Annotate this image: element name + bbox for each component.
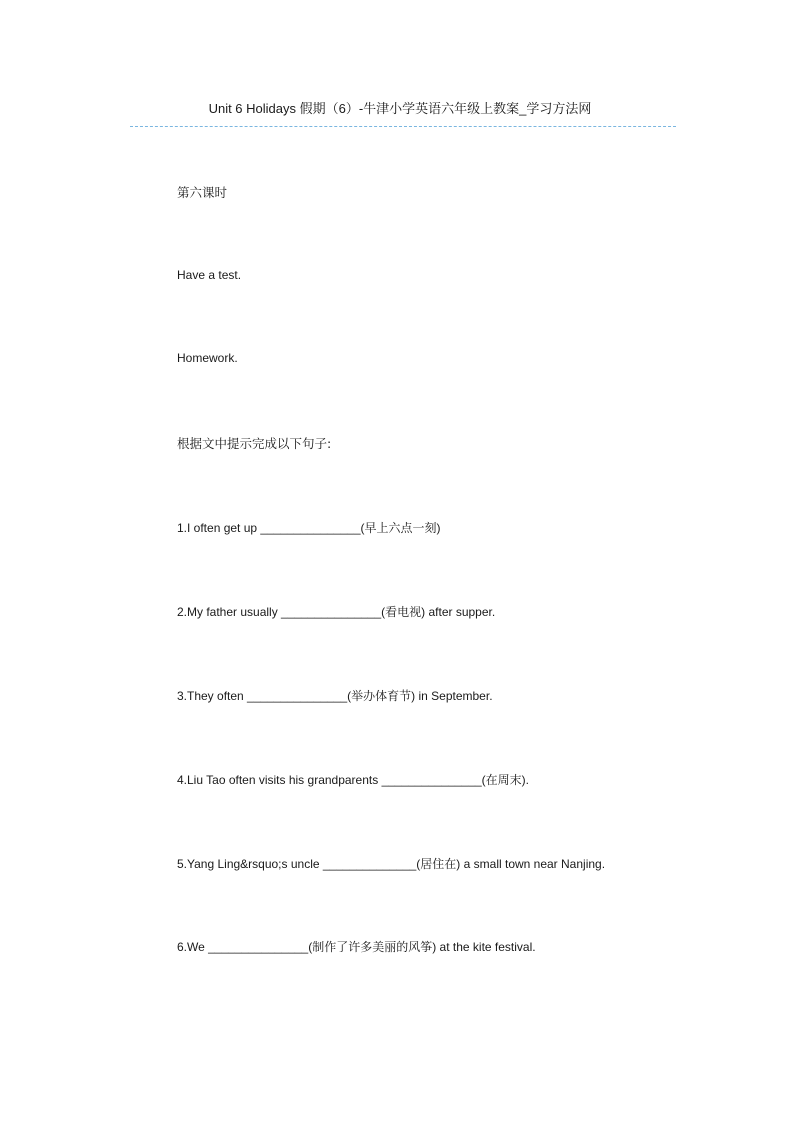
header-divider — [130, 126, 676, 127]
homework-heading: Homework. — [177, 351, 238, 365]
exercise-question: 5.Yang Ling&rsquo;s uncle ______________(居住在) a small town near Nanjing. — [177, 857, 606, 871]
activity-text: Have a test. — [177, 268, 242, 282]
lesson-heading: 第六课时 — [177, 185, 228, 200]
exercise-question: 6.We _______________(制作了许多美丽的风筝) at the kite festival. — [177, 940, 536, 954]
exercise-question: 3.They often _______________(举办体育节) in September. — [177, 689, 493, 703]
exercise-instruction: 根据文中提示完成以下句子: — [177, 436, 332, 451]
page-title: Unit 6 Holidays 假期（6）-牛津小学英语六年级上教案_学习方法网 — [208, 101, 592, 116]
exercise-question: 4.Liu Tao often visits his grandparents _______________(在周末). — [177, 773, 530, 787]
exercise-question: 2.My father usually _______________(看电视) after supper. — [177, 605, 496, 619]
exercise-question: 1.I often get up _______________(早上六点一刻) — [177, 521, 441, 535]
